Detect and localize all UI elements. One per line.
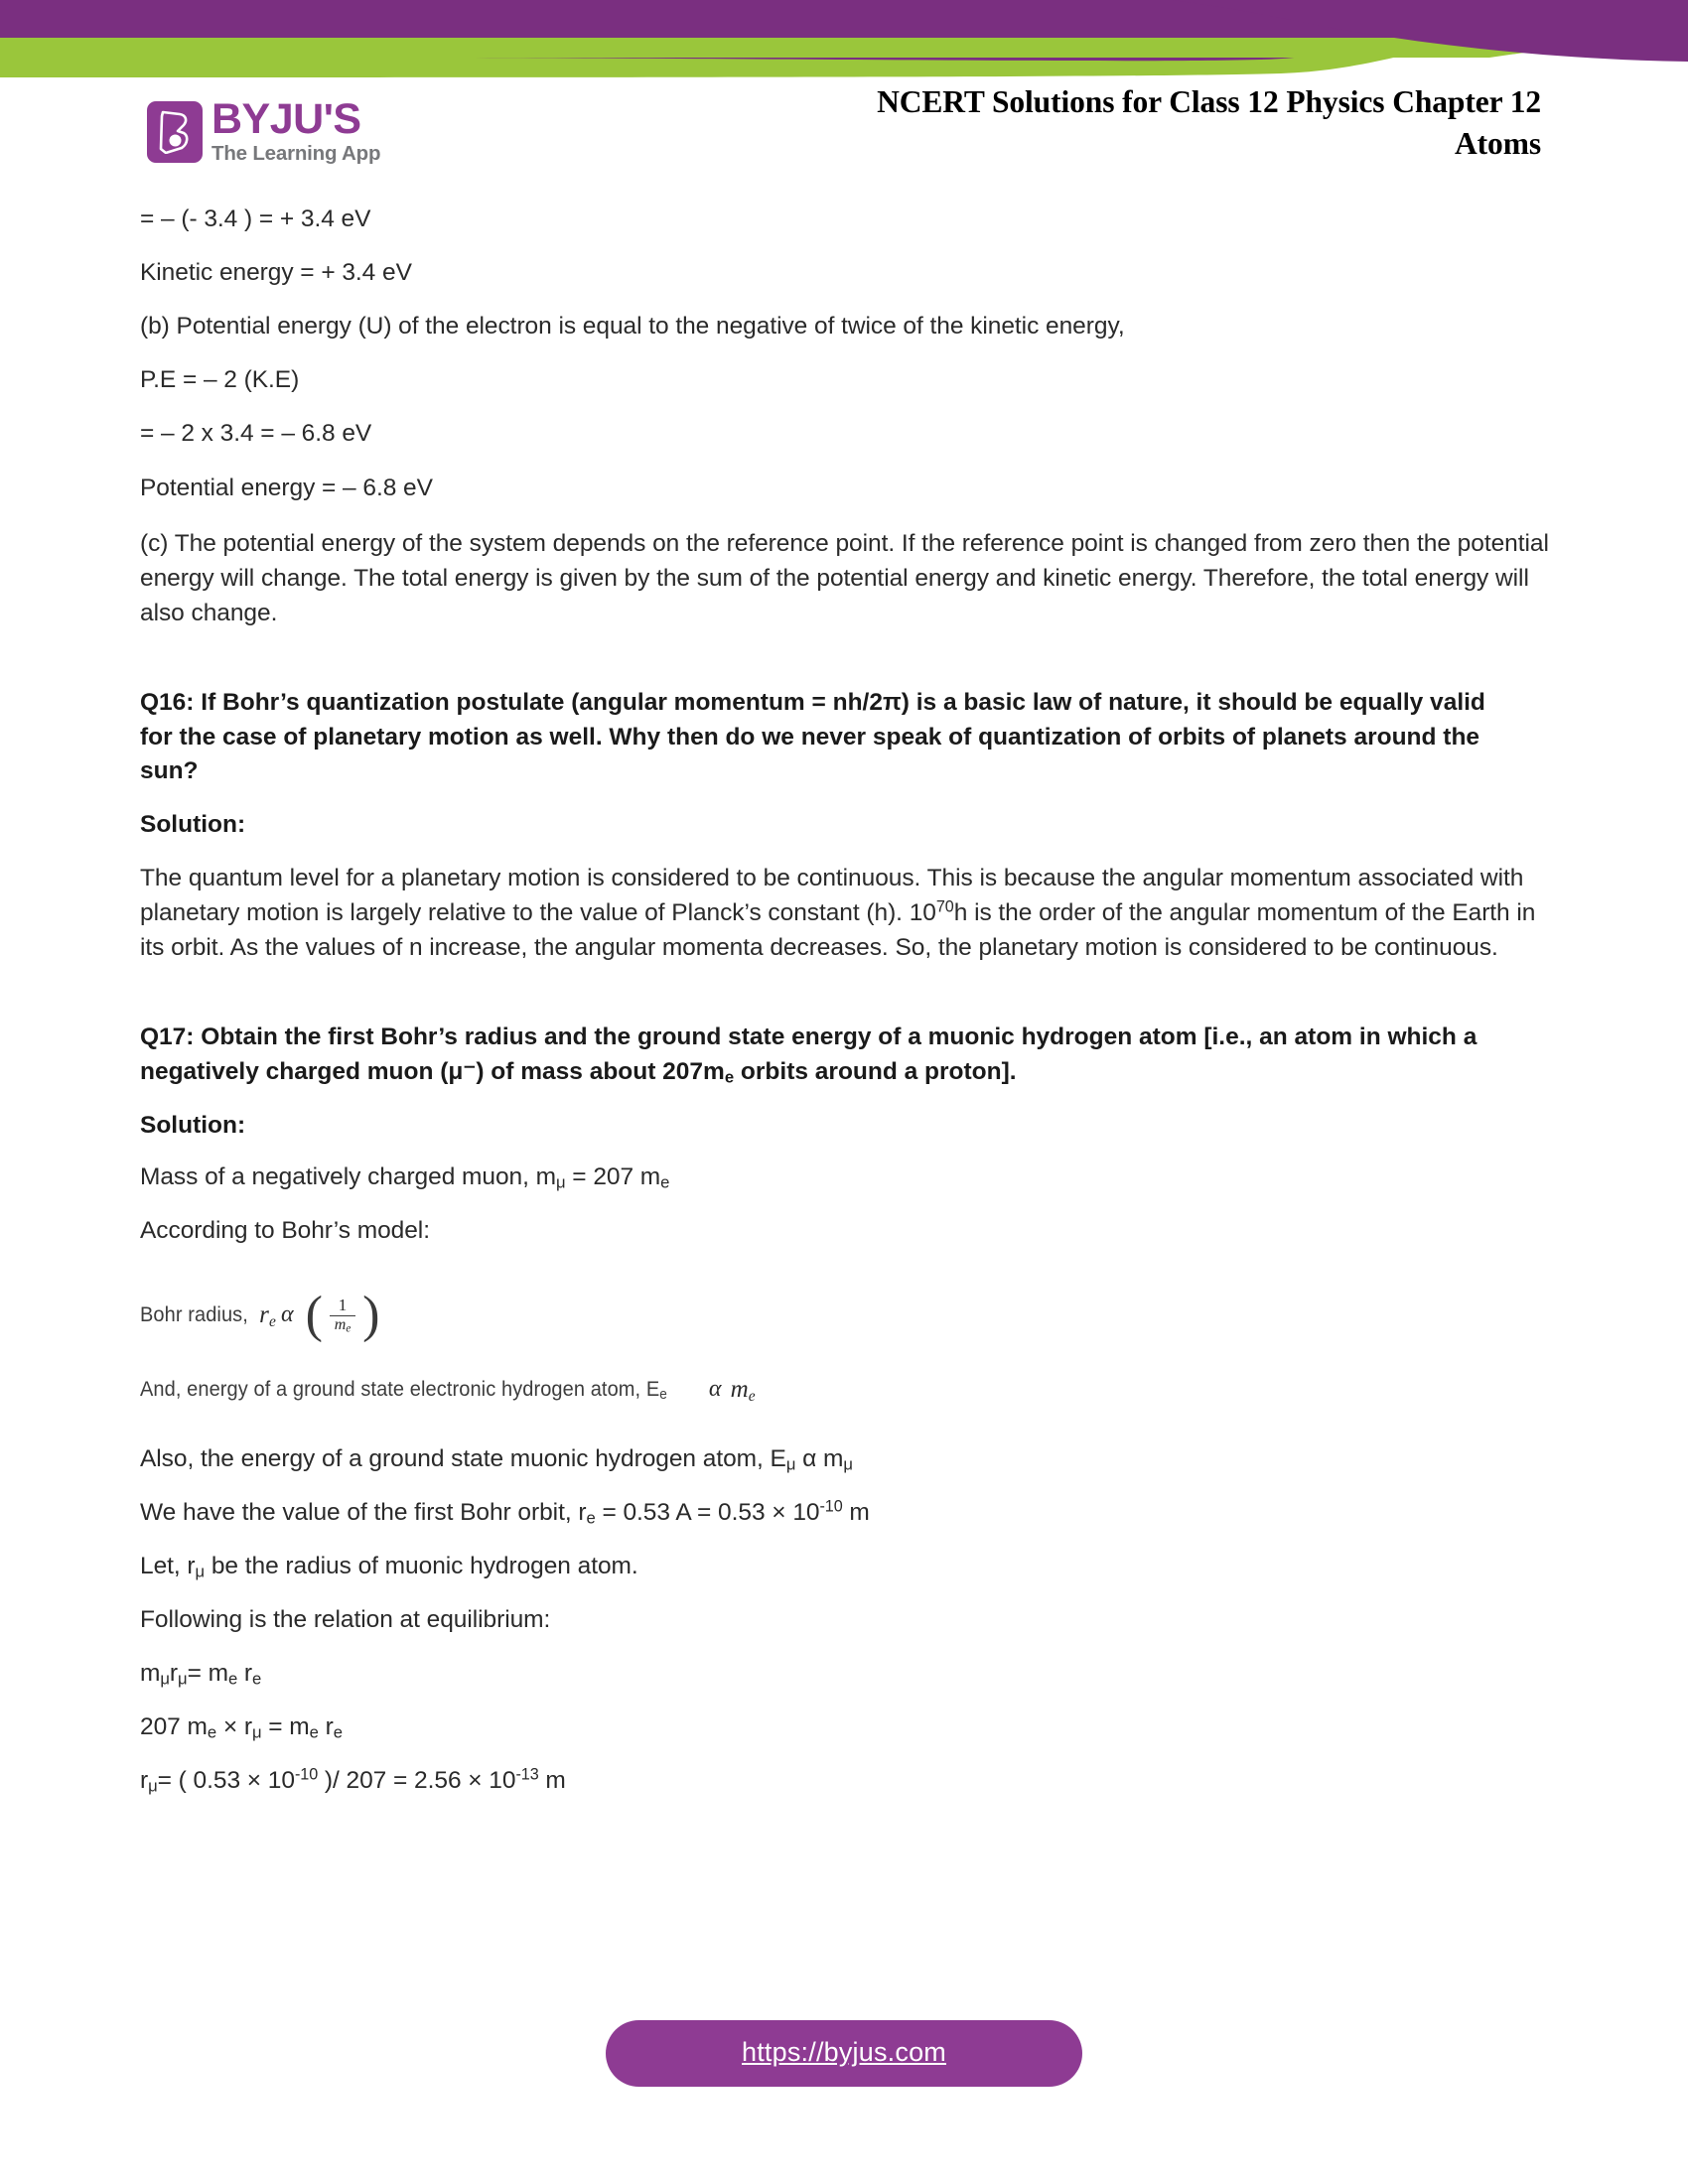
eq-a-r-sub: μ: [178, 1669, 188, 1689]
first-bohr-orbit-line: [140, 1497, 1550, 1528]
solution-label-q17: Solution:: [140, 1111, 246, 1139]
right-paren: ): [362, 1286, 380, 1343]
eq-b-207me: 207 m: [140, 1713, 208, 1741]
spacer: [140, 630, 1550, 686]
equilibrium-equation-a: [140, 1658, 1550, 1689]
final-exponent-2: -13: [515, 1765, 539, 1784]
left-paren: (: [305, 1286, 324, 1343]
logo-tagline: The Learning App: [211, 141, 381, 165]
bohr-radius-formula: [140, 1286, 1550, 1343]
question-17-heading: [140, 1021, 1500, 1090]
equilibrium-equation-b: [140, 1711, 1550, 1742]
purple-top-band: [0, 0, 1688, 36]
q17-text-2: orbits around a proton].: [734, 1057, 1017, 1085]
page-title-line2: Atoms: [1455, 125, 1541, 161]
logo-wordmark: BYJU'S: [211, 95, 361, 143]
first-orbit-unit: m: [842, 1498, 870, 1526]
byjus-website-link[interactable]: https://byjus.com: [606, 2020, 1082, 2087]
bohr-radius-formula-label: Bohr radius,: [140, 1302, 248, 1327]
bohr-radius-var-sub: e: [268, 1312, 276, 1330]
let-text-1: Let, r: [140, 1552, 196, 1579]
muonic-energy-sub-1: μ: [785, 1454, 796, 1474]
eq-a-re-sub: e: [252, 1669, 262, 1689]
green-top-band: [0, 38, 1628, 58]
eq-b-207me-sub: e: [207, 1722, 217, 1742]
final-r: r: [140, 1767, 149, 1795]
byjus-logo-mark: [147, 101, 203, 163]
fraction-den-m: m: [334, 1316, 347, 1334]
eq-b-me-sub: e: [309, 1722, 319, 1742]
equation-line-1: = – (- 3.4 ) = + 3.4 eV: [140, 205, 371, 232]
electronic-energy-label-text: And, energy of a ground state electronic hydrogen atom, E: [140, 1377, 660, 1402]
document-body: [140, 204, 1550, 1819]
first-orbit-text-2: = 0.53 A = 0.53 × 10: [595, 1498, 820, 1526]
eq-b-me: = m: [261, 1713, 310, 1741]
muon-mass-text-2: = 207 m: [565, 1162, 661, 1190]
page-title: [877, 81, 1541, 164]
eq-b-re-sub: e: [333, 1722, 343, 1742]
fraction-den-sub: e: [346, 1322, 352, 1335]
question-16-heading: Q16: If Bohr’s quantization postulate (angular momentum = nh/2π) is a basic law of nature, it should be equally valid for the case of planetary motion as well. Why then do we never speak of quantization of orbits of planets around the sun?: [140, 688, 1485, 785]
solution-label-q16: Solution:: [140, 811, 246, 839]
pe-result-line: Potential energy = – 6.8 eV: [140, 474, 433, 501]
muonic-energy-line: [140, 1443, 1550, 1474]
q17-text-1: Q17: Obtain the first Bohr’s radius and the ground state energy of a muonic hydrogen atom [i.e., an atom in which a negatively charged muon (μ⁻) of mass about 207m: [140, 1024, 1477, 1085]
electronic-energy-label: [140, 1377, 667, 1402]
final-text-2: )/ 207 = 2.56 × 10: [318, 1767, 516, 1795]
bohr-radius-fraction-group: [305, 1286, 380, 1343]
spacer: [140, 1269, 1550, 1295]
q17-subscript: e: [724, 1067, 735, 1087]
eq-a-me: = m: [187, 1660, 228, 1687]
inverse-mass-fraction: [330, 1297, 355, 1334]
bohr-model-line: According to Bohr’s model:: [140, 1216, 430, 1244]
byjus-logo: [147, 95, 381, 165]
muon-mass-sub-2: e: [660, 1172, 670, 1192]
first-orbit-text-1: We have the value of the first Bohr orbit, r: [140, 1498, 587, 1526]
electronic-energy-mass-m: m: [730, 1375, 749, 1403]
electronic-energy-mass-sub: e: [748, 1387, 756, 1405]
let-text-2: be the radius of muonic hydrogen atom.: [205, 1552, 638, 1579]
question-16-answer: [140, 861, 1550, 965]
equilibrium-relation-line: Following is the relation at equilibrium:: [140, 1605, 551, 1633]
first-orbit-sub: e: [586, 1508, 596, 1528]
final-radius-result-line: [140, 1765, 1550, 1796]
proportional-alpha-symbol: α: [280, 1301, 294, 1328]
part-b-statement: (b) Potential energy (U) of the electron is equal to the negative of twice of the kinetic energy,: [140, 313, 1125, 341]
purple-swoosh-shape: [0, 0, 1688, 61]
muon-mass-text-1: Mass of a negatively charged muon, m: [140, 1162, 556, 1190]
kinetic-energy-line: Kinetic energy = + 3.4 eV: [140, 259, 412, 287]
eq-b-r-sub: μ: [251, 1722, 262, 1742]
b-letter-icon: [158, 110, 191, 154]
eq-b-r: × r: [216, 1713, 252, 1741]
purple-right-curve: [1172, 0, 1688, 62]
final-r-sub: μ: [148, 1776, 158, 1796]
muon-mass-sub-1: μ: [556, 1172, 566, 1192]
eq-a-me-sub: e: [227, 1669, 238, 1689]
eq-a-m-sub: μ: [160, 1669, 170, 1689]
fraction-numerator: 1: [338, 1295, 348, 1314]
muon-mass-line: [140, 1161, 1550, 1192]
q16-answer-text-2: h is the order of the angular momentum of the Earth in its orbit. As the values of n increase, the angular momenta decreases. So, the planetary motion is considered to be continuous.: [140, 899, 1536, 962]
muonic-energy-sub-2: μ: [843, 1454, 853, 1474]
pe-equation-line: P.E = – 2 (K.E): [140, 366, 300, 394]
pe-calculation-line: = – 2 x 3.4 = – 6.8 eV: [140, 420, 372, 448]
bohr-radius-variable: [259, 1301, 276, 1329]
bohr-radius-var-r: r: [259, 1300, 269, 1328]
final-text-1: = ( 0.53 × 10: [157, 1767, 295, 1795]
electronic-energy-mass: [731, 1376, 756, 1404]
part-c-statement: (c) The potential energy of the system depends on the reference point. If the reference point is changed from zero then the potential energy will change. The total energy is given by the sum of the potential energy and kinetic energy. Therefore, the total energy will also change.: [140, 529, 1549, 626]
muonic-energy-text-2: α m: [795, 1444, 844, 1472]
electronic-energy-sub: e: [659, 1387, 667, 1404]
electronic-energy-formula: [140, 1376, 1550, 1404]
final-exponent-1: -10: [294, 1765, 319, 1784]
spacer: [140, 965, 1550, 1021]
spacer: [140, 1404, 1550, 1443]
first-orbit-exponent: -10: [819, 1497, 843, 1516]
final-unit: m: [538, 1767, 566, 1795]
fraction-denominator: [335, 1316, 352, 1334]
q16-answer-text-1: The quantum level for a planetary motion is considered to be continuous. This is because the angular momentum associated with planetary motion is largely relative to the value of Planck’s constant (h). 10: [140, 865, 1524, 927]
muonic-radius-definition-line: [140, 1551, 1550, 1581]
eq-a-m: m: [140, 1660, 161, 1687]
q16-answer-exponent: 70: [935, 897, 954, 916]
let-sub: μ: [195, 1562, 206, 1581]
eq-b-re: r: [318, 1713, 334, 1741]
eq-a-r: r: [169, 1660, 179, 1687]
eq-a-re: r: [237, 1660, 253, 1687]
page-title-line1: NCERT Solutions for Class 12 Physics Chapter 12: [877, 84, 1541, 119]
electronic-energy-alpha: α: [708, 1376, 722, 1403]
green-swoosh-shape: [0, 0, 1688, 77]
spacer: [140, 1336, 1550, 1376]
muonic-energy-text-1: Also, the energy of a ground state muonic hydrogen atom, E: [140, 1444, 786, 1472]
